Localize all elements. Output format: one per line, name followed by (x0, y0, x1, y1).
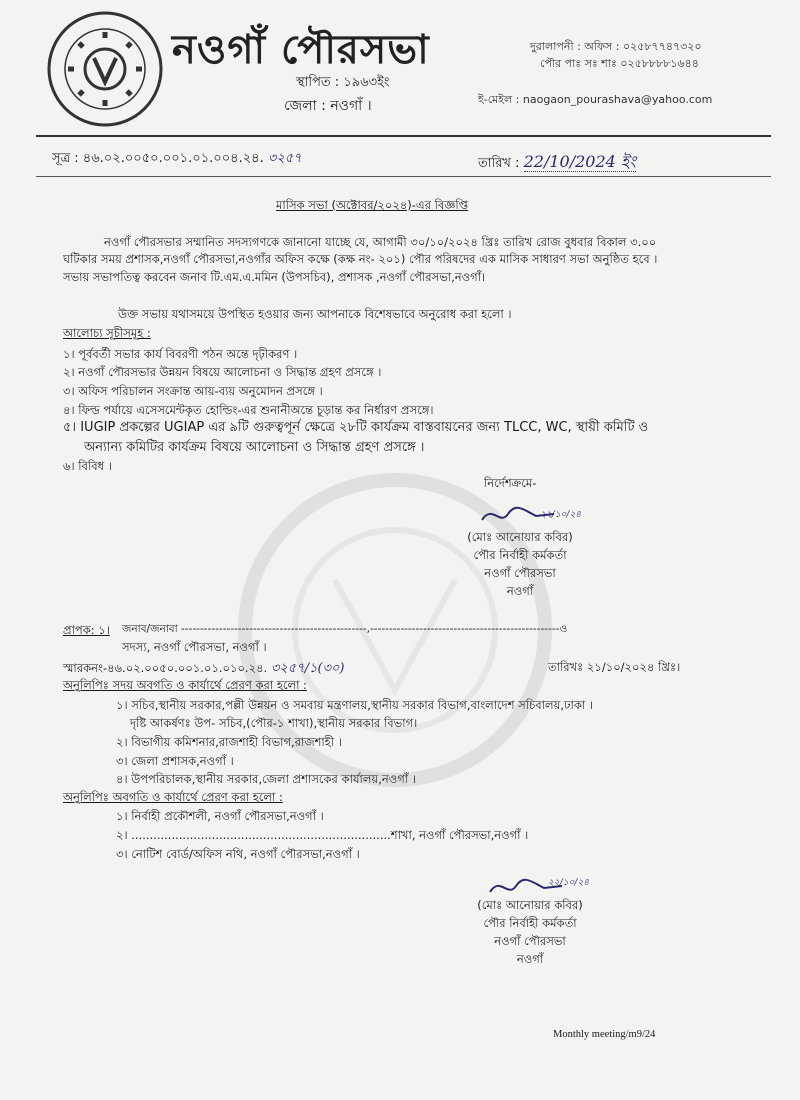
issue-date (478, 149, 636, 176)
established-text: স্থাপিত : ১৯৬৩ইং (296, 75, 390, 90)
copy-title-2: অনুলিপিঃ অবগতি ও কার্যার্থে প্রেরণ করা হলো : (63, 790, 283, 804)
body-line-1: নওগাঁ পৌরসভার সম্মানিত সদস্যগণকে জানানো যাচ্ছে যে, আগামী ৩০/১০/২০২৪ খ্রিঃ তারিখ রোজ বুধবার বিকাল ৩.০০ (104, 235, 657, 249)
recipient-label (63, 622, 110, 641)
copy-item: ৩। নোটিশ বোর্ড/অফিস নথি, নওগাঁ পৌরসভা,নওগাঁ । (116, 847, 360, 861)
signatory-name: (মোঃ আনোয়ার কবির) (467, 530, 573, 544)
municipality-title: নওগাঁ পৌরসভা (172, 27, 430, 73)
copy-item: ৪। উপপরিচালক,স্থানীয় সরকার,জেলা প্রশাসকের কার্যালয়,নওগাঁ । (116, 772, 416, 786)
agenda-item: ৪। ফিল্ড পর্যায়ে এসেসমেন্টকৃত হোল্ডিং-এর শুনানীঅন্তে চূড়ান্ত কর নির্ধারণ প্রসঙ্গে। (63, 403, 434, 417)
signature-block-2 (450, 896, 610, 968)
copy-item: ৩। জেলা প্রশাসক,নওগাঁ । (116, 754, 234, 768)
district-text: জেলা : নওগাঁ । (284, 98, 372, 114)
municipality-seal-icon (46, 10, 164, 128)
office-phone: দুরালাপনী : অফিস : ০২৫৮৭৭৪৭৩২০ (530, 40, 702, 53)
memo-label: স্মারকনং-৪৬.০২.০০৫০.০০১.০১.০১০.২৪. (63, 661, 268, 675)
order-by: নির্দেশক্রমে- (484, 476, 537, 490)
date-label: তারিখ : (478, 156, 520, 171)
recipient-label-text: প্রাপক: ১। (63, 623, 110, 637)
copy-title-1: অনুলিপিঃ সদয় অবগতি ও কার্যার্থে প্রেরণ করা হলো : (63, 678, 307, 692)
ref-divider (36, 176, 771, 177)
signatory-office: নওগাঁ পৌরসভা (484, 566, 556, 580)
date-handwritten: 22/10/2024 ইং (523, 152, 637, 171)
signatory-designation: পৌর নির্বাহী কর্মকর্তা (473, 548, 567, 562)
body-line-3: সভায় সভাপতিত্ব করবেন জনাব টি.এম.এ.মমিন (উপসচিব), প্রশাসক ,নওগাঁ পৌরসভা,নওগাঁ। (63, 270, 486, 284)
agenda-item: ২। নওগাঁ পৌরসভার উন্নয়ন বিষয়ে আলোচনা ও সিদ্ধান্ত গ্রহণ প্রসঙ্গে । (63, 365, 382, 379)
copy-item: ২। .......................................................................শাখা, নওগাঁ পৌরসভা,নওগাঁ । (116, 828, 529, 842)
notice-subject: মাসিক সভা (অক্টোবর/২০২৪)-এর বিজ্ঞপ্তি (276, 198, 469, 212)
copy-item: ১। সচিব,স্থানীয় সরকার,পল্লী উন্নয়ন ও সমবায় মন্ত্রণালয়,স্থানীয় সরকার বিভাগ,বাংলাদেশ সচিবালয়,ঢাকা । (116, 698, 594, 712)
reference-handwritten: ৩২৫৭ (267, 151, 302, 166)
email-address: ই-মেইল : naogaon_pourashava@yahoo.com (478, 93, 713, 106)
body-line-2: ঘটিকার সময় প্রশাসক,নওগাঁ পৌরসভা,নওগাঁর অফিস কক্ষে (কক্ষ নং- ২০১) পৌর পরিষদের এক মাসিক সাধারণ সভা অনুষ্ঠিত হবে । (63, 252, 658, 266)
signatory-office: নওগাঁ পৌরসভা (494, 934, 566, 948)
agenda-item: ৩। অফিস পরিচালন সংক্রান্ত আয়-ব্যয় অনুমোদন প্রসঙ্গে । (63, 384, 323, 398)
signature-date: ২২/১০/২৪ (540, 510, 582, 520)
agenda-item: ৫। IUGIP প্রকল্পের UGIAP এর ৯টি গুরুত্বপূর্ন ক্ষেত্রে ২৮টি কার্যক্রম বাস্তবায়নের জন্য TLCC, WC, স্থায়ী কমিটি ও (63, 420, 649, 435)
recipient-line: জনাব/জনাবা -------------------------------------------------,--------------------------------------------------ও (122, 623, 568, 635)
memo-date: তারিখঃ ২১/১০/২০২৪ খ্রিঃ। (548, 660, 681, 674)
agenda-item: ১। পূর্ববর্তী সভার কার্য বিবরণী পঠন অন্তে দৃঢ়ীকরণ । (63, 347, 298, 361)
reference-label: সূত্র : ৪৬.০২.০০৫০.০০১.০১.০০৪.২৪. (52, 151, 264, 166)
copy-item: ১। নির্বাহী প্রকৌশলী, নওগাঁ পৌরসভা,নওগাঁ । (116, 809, 324, 823)
mayor-phone: পৌর পাঃ সঃ শাঃ ০২৫৮৮৮৮১৬৪৪ (540, 57, 699, 70)
file-reference-footer: Monthly meeting/m9/24 (553, 1029, 656, 1040)
signature-block (440, 528, 600, 600)
agenda-item-continued: অন্যান্য কমিটির কার্যক্রম বিষয়ে আলোচনা ও সিদ্ধান্ত গ্রহণ প্রসঙ্গে । (84, 440, 425, 455)
signature-date-2: ২২/১০/২৪ (548, 878, 590, 888)
agenda-item: ৬। বিবিধ । (63, 459, 112, 473)
header-divider (36, 135, 771, 137)
copy-item-attention: দৃষ্টি আকর্ষণঃ উপ- সচিব,(পৌর-১ শাখা),স্থানীয় সরকার বিভাগ। (130, 716, 418, 730)
signatory-place: নওগাঁ (516, 952, 544, 966)
copy-item: ২। বিভাগীয় কমিশনার,রাজশাহী বিভাগ,রাজশাহী । (116, 735, 342, 749)
request-line: উক্ত সভায় যথাসময়ে উপস্থিত হওয়ার জন্য আপনাকে বিশেষভাবে অনুরোধ করা হলো । (118, 307, 512, 321)
recipient-member: সদস্য, নওগাঁ পৌরসভা, নওগাঁ । (122, 640, 267, 654)
memo-handwritten: ৩২৫৭/১(৩০) (270, 661, 345, 676)
signatory-place: নওগাঁ (506, 584, 534, 598)
signatory-designation: পৌর নির্বাহী কর্মকর্তা (483, 916, 577, 930)
reference-number (52, 149, 302, 170)
agenda-title: আলোচ্য সূচীসমূহ : (63, 326, 151, 340)
signatory-name: (মোঃ আনোয়ার কবির) (477, 898, 583, 912)
